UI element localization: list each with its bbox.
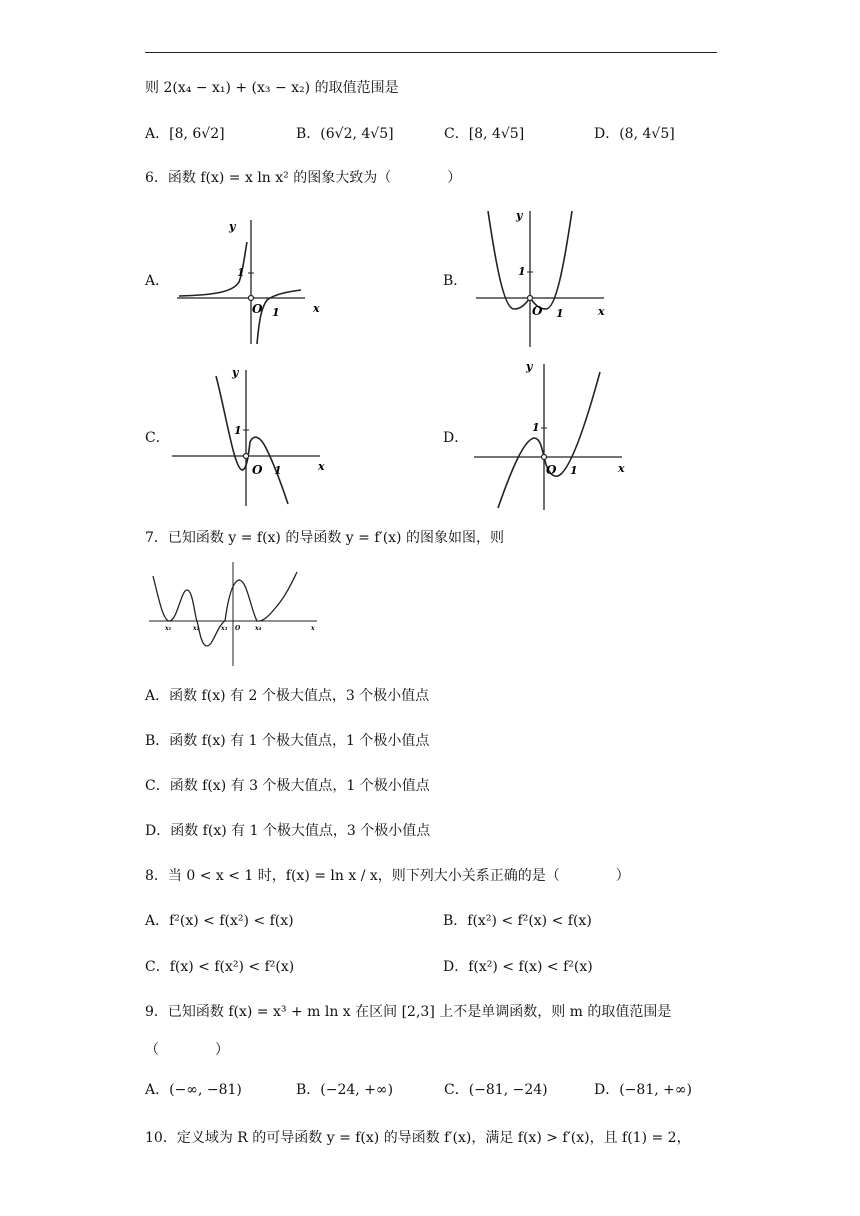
q6-label-c: C． bbox=[145, 430, 170, 446]
q6-label-a: A． bbox=[145, 273, 170, 289]
q6-d-one-label: 1 bbox=[532, 421, 540, 434]
q6-stem: 6．函数 f(x) = x ln x² 的图象大致为（ ） bbox=[145, 170, 462, 186]
q6-label-d: D． bbox=[443, 430, 469, 446]
q9-stem: 9．已知函数 f(x) = x³ + m ln x 在区间 [2,3] 上不是单调函数，则 m 的取值范围是 bbox=[145, 1004, 672, 1020]
q9-paren: （ ） bbox=[145, 1042, 229, 1058]
q6-b-one-label: 1 bbox=[518, 265, 526, 278]
q7-label-x1: x₁ bbox=[165, 625, 172, 632]
q6-graph-b bbox=[474, 205, 634, 350]
q6-a-one-label: 1 bbox=[237, 266, 245, 279]
q6-graph-a bbox=[175, 212, 335, 347]
q6-b-x-label: x bbox=[598, 305, 605, 318]
q5-option-b: B．(6√2, 4√5] bbox=[296, 126, 394, 142]
q6-a-origin: O bbox=[252, 302, 263, 316]
q8-option-d: D．f(x²) < f(x) < f²(x) bbox=[443, 959, 593, 975]
q7-label-x: x bbox=[311, 625, 315, 632]
q9-option-d: D．(−81, +∞) bbox=[594, 1082, 692, 1098]
q7-stem: 7．已知函数 y = f(x) 的导函数 y = f′(x) 的图象如图，则 bbox=[145, 530, 504, 546]
q6-d-x-label: x bbox=[618, 462, 625, 475]
q6-c-one-label: 1 bbox=[234, 424, 242, 437]
q6-a-one-x: 1 bbox=[272, 306, 280, 319]
q6-b-origin: O bbox=[532, 304, 543, 318]
q6-c-x-label: x bbox=[318, 460, 325, 473]
q7-derivative-graph bbox=[147, 560, 327, 668]
q7-label-origin: O bbox=[235, 625, 241, 632]
q7-option-a: A．函数 f(x) 有 2 个极大值点，3 个极小值点 bbox=[145, 688, 430, 704]
q6-a-x-label: x bbox=[313, 302, 320, 315]
q5-option-c: C．[8, 4√5] bbox=[444, 126, 525, 142]
q6-b-y-label: y bbox=[516, 209, 523, 222]
q7-label-x3: x₃ bbox=[221, 625, 228, 632]
q7-option-d: D．函数 f(x) 有 1 个极大值点，3 个极小值点 bbox=[145, 823, 431, 839]
q6-a-y-label: y bbox=[229, 220, 236, 233]
q6-label-b: B． bbox=[443, 273, 468, 289]
q7-label-x2: x₂ bbox=[193, 625, 200, 632]
q8-stem: 8．当 0 < x < 1 时，f(x) = ln x / x，则下列大小关系正确的是（ ） bbox=[145, 868, 630, 884]
header-rule bbox=[145, 52, 717, 53]
q5-stem: 则 2(x₄ − x₁) + (x₃ − x₂) 的取值范围是 bbox=[145, 80, 399, 96]
q5-option-a: A．[8, 6√2] bbox=[145, 126, 225, 142]
q6-c-origin: O bbox=[252, 463, 263, 477]
q7-option-b: B．函数 f(x) 有 1 个极大值点，1 个极小值点 bbox=[145, 733, 430, 749]
q9-option-b: B．(−24, +∞) bbox=[296, 1082, 394, 1098]
q6-c-y-label: y bbox=[232, 366, 239, 379]
q8-option-b: B．f(x²) < f²(x) < f(x) bbox=[443, 913, 592, 929]
q7-option-c: C．函数 f(x) 有 3 个极大值点，1 个极小值点 bbox=[145, 778, 430, 794]
q5-option-d: D．(8, 4√5] bbox=[594, 126, 675, 142]
q6-graph-c bbox=[170, 364, 335, 509]
q8-option-a: A．f²(x) < f(x²) < f(x) bbox=[145, 913, 294, 929]
q6-b-one-x: 1 bbox=[556, 307, 564, 320]
q10-stem: 10．定义域为 R 的可导函数 y = f(x) 的导函数 f′(x)，满足 f(x) > f′(x)，且 f(1) = 2， bbox=[145, 1130, 691, 1146]
q6-graph-d bbox=[472, 358, 637, 513]
q8-option-c: C．f(x) < f(x²) < f²(x) bbox=[145, 959, 295, 975]
q6-d-one-x: 1 bbox=[570, 464, 578, 477]
q9-option-a: A．(−∞, −81) bbox=[145, 1082, 242, 1098]
q6-d-origin: O bbox=[546, 463, 557, 477]
q6-c-one-x: 1 bbox=[274, 464, 282, 477]
q9-option-c: C．(−81, −24) bbox=[444, 1082, 548, 1098]
q6-d-y-label: y bbox=[526, 360, 533, 373]
q7-label-x4: x₄ bbox=[255, 625, 262, 632]
